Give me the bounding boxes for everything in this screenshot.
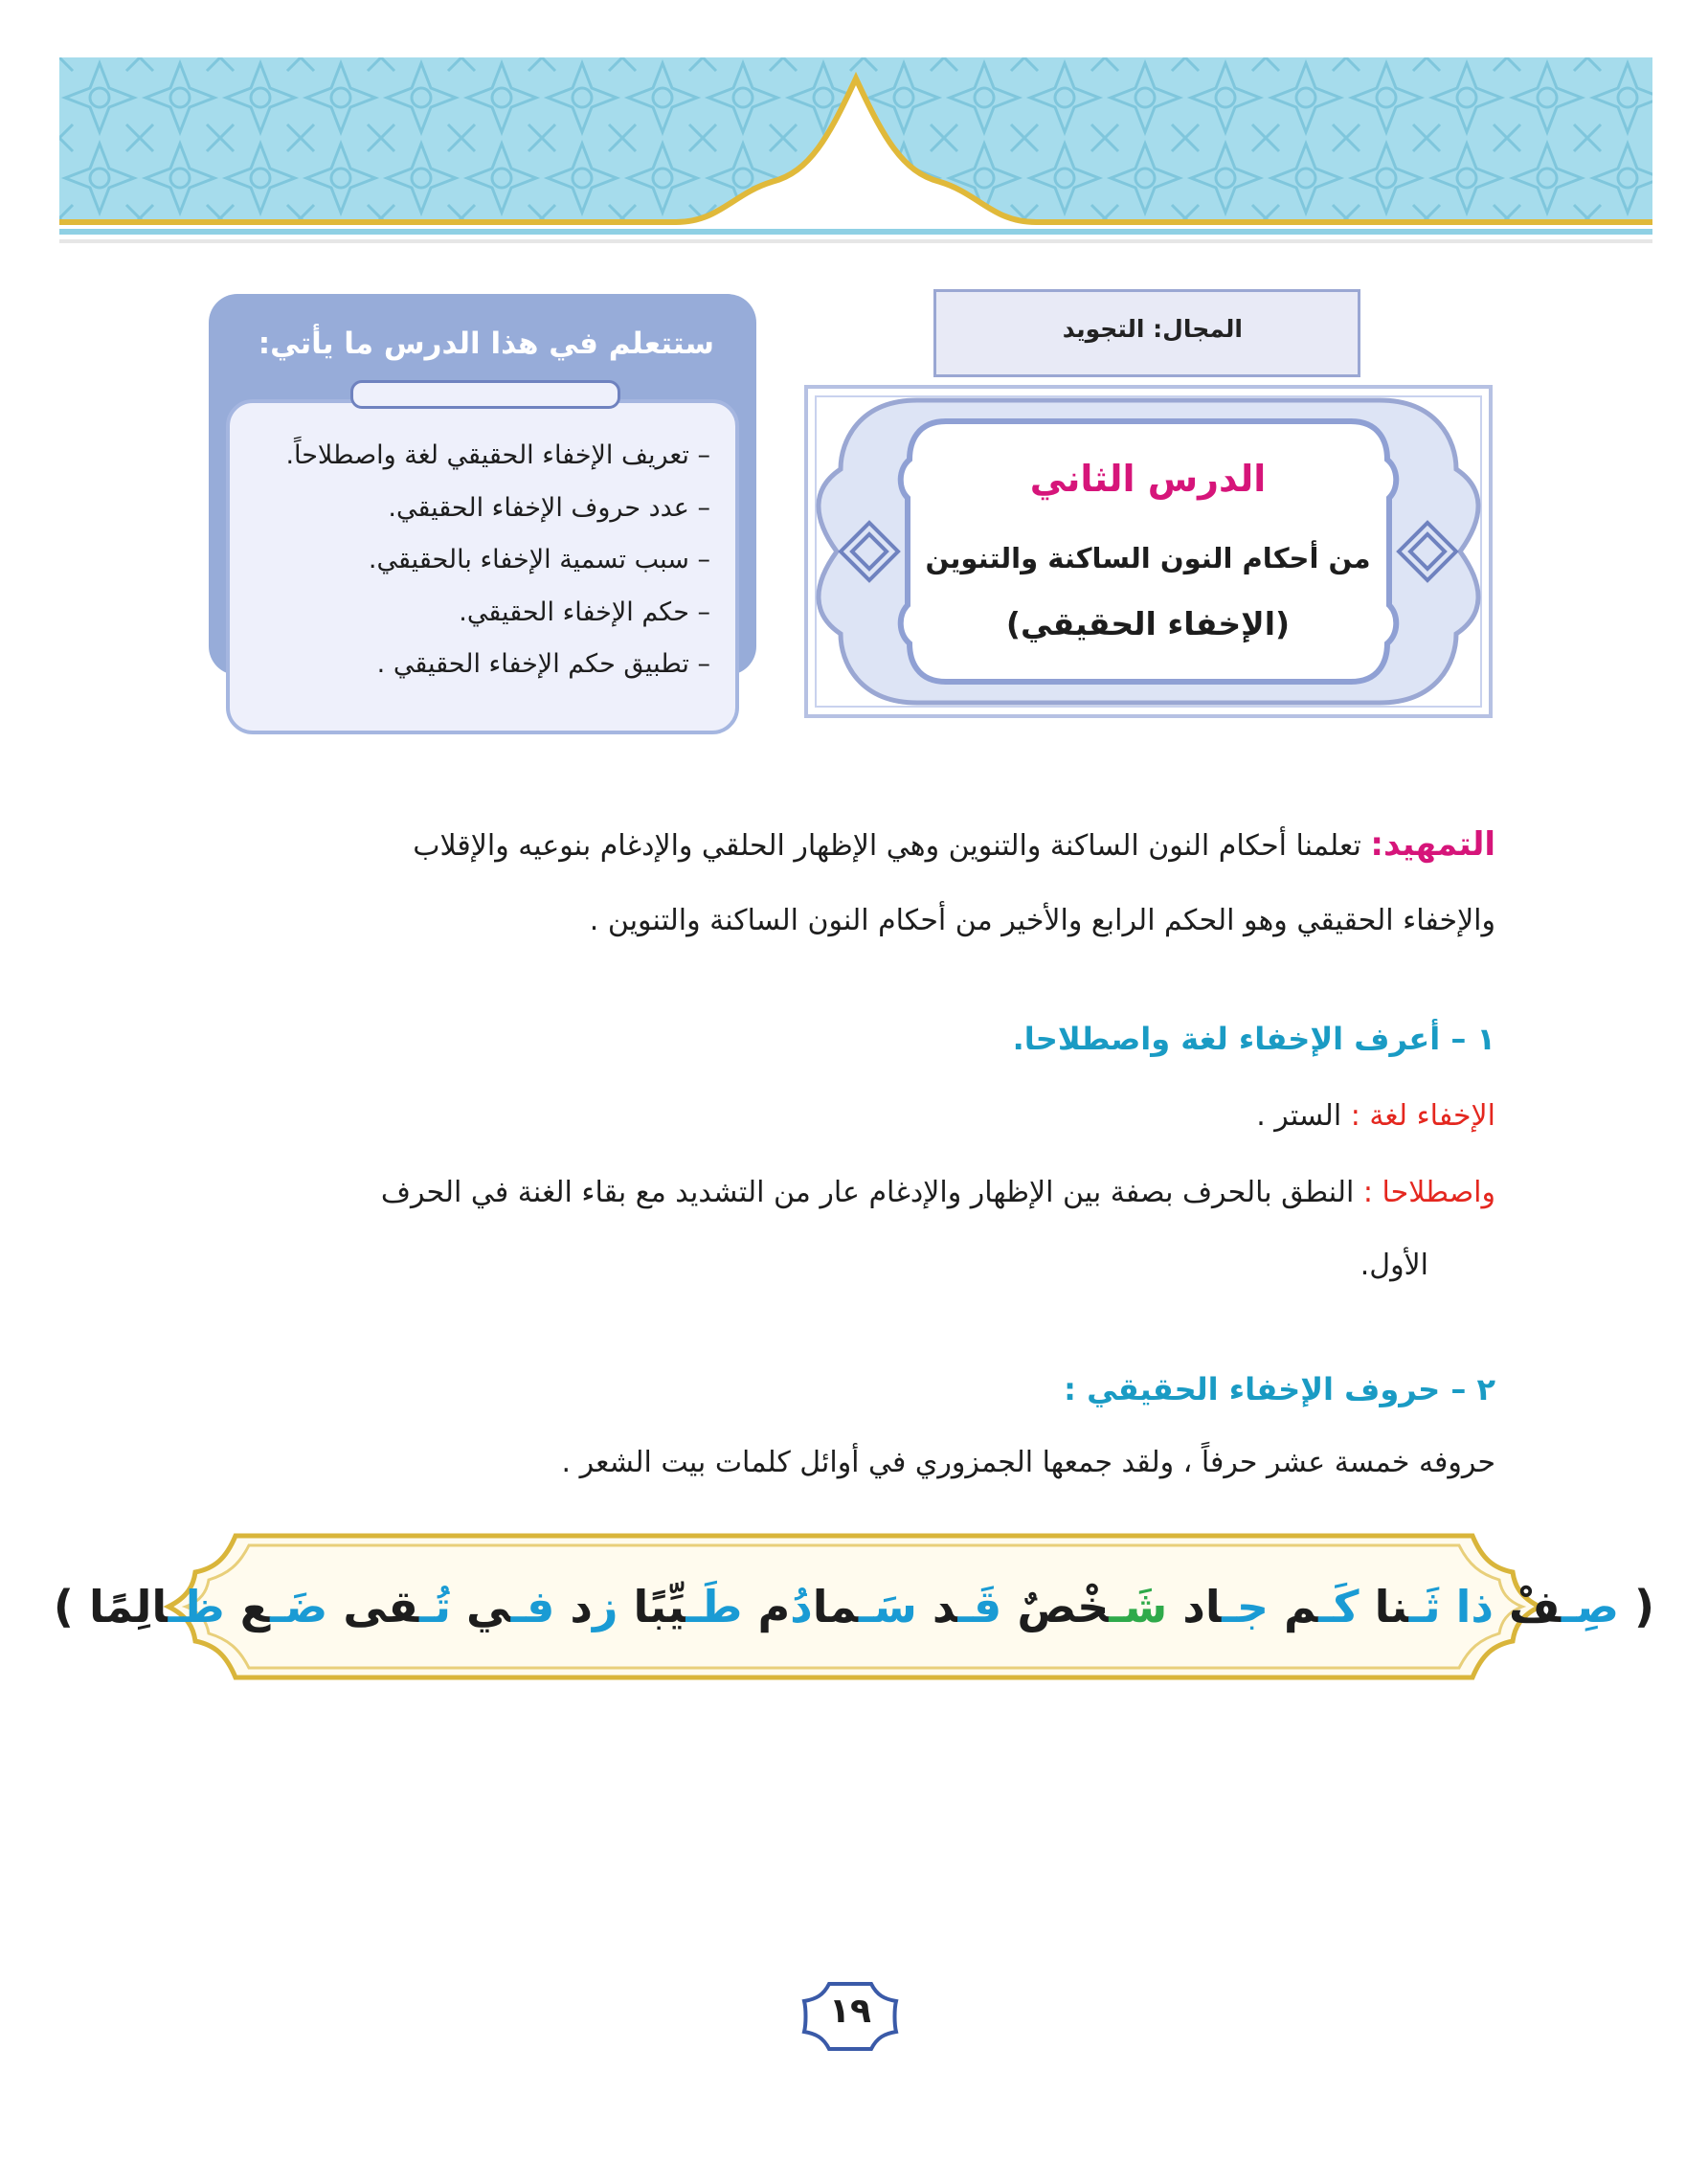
verse-letter-rest: نا	[1374, 1581, 1409, 1632]
verse-letter-hl: ذا	[1455, 1581, 1494, 1632]
definition-technical	[381, 1176, 1495, 1209]
objectives-heading: ستتعلم في هذا الدرس ما يأتي:	[258, 326, 714, 361]
page-number: ١٩	[829, 1992, 871, 2031]
verse-letter-hl: ظـ	[168, 1581, 225, 1632]
verse-word	[1284, 1581, 1360, 1632]
objective-item: – تعريف الإخفاء الحقيقي لغة واصطلاحاً.	[285, 440, 710, 470]
verse-letter-rest: د	[570, 1581, 594, 1632]
verse-letter-hl: شَـ	[1109, 1581, 1168, 1632]
section-2-heading: ٢ – حروف الإخفاء الحقيقي :	[1064, 1371, 1495, 1407]
verse-word	[466, 1581, 554, 1632]
verse-letter-hl: دُ	[790, 1581, 813, 1632]
definition-technical-line-2: الأول.	[1360, 1249, 1428, 1282]
objective-item: – سبب تسمية الإخفاء بالحقيقي.	[368, 545, 710, 574]
objectives-list	[285, 430, 710, 691]
verse-word	[570, 1581, 618, 1632]
verse-word	[757, 1581, 812, 1632]
intro-line-1	[413, 825, 1495, 864]
lesson-name: (الإخفاء الحقيقي)	[1005, 605, 1291, 642]
verse-word	[813, 1581, 917, 1632]
section-2-text: حروفه خمسة عشر حرفاً ، ولقد جمعها الجمزوري في أوائل كلمات بيت الشعر .	[561, 1446, 1495, 1479]
definition-language-text: الستر .	[1256, 1099, 1342, 1133]
intro-line-2: والإخفاء الحقيقي وهو الحكم الرابع والأخير من أحكام النون الساكنة والتنوين .	[589, 904, 1495, 937]
verse-letter-hl: جـ	[1222, 1581, 1269, 1632]
intro-text-1: تعلمنا أحكام النون الساكنة والتنوين وهي الإظهار الحلقي والإدغام بنوعيه والإقلاب	[413, 829, 1361, 863]
domain-label-box	[933, 289, 1360, 377]
intro-label: التمهيد:	[1370, 825, 1495, 864]
verse-letter-rest: الِمًا	[88, 1581, 169, 1632]
verse-letter-rest: قى	[343, 1581, 419, 1632]
objective-item: – حكم الإخفاء الحقيقي.	[459, 597, 710, 627]
verse-letter-rest: م	[757, 1581, 791, 1632]
verse-letter-hl: صِـ	[1561, 1581, 1620, 1632]
verse-letter-rest: يِّبًا	[633, 1581, 686, 1632]
definition-technical-text: النطق بالحرف بصفة بين الإظهار والإدغام عار من التشديد مع بقاء الغنة في الحرف	[380, 1176, 1355, 1209]
verse-letter-rest: ع	[239, 1581, 271, 1632]
verse-letter-hl: فـ	[510, 1581, 555, 1632]
section-1-heading: ١ – أعرف الإخفاء لغة واصطلاحا.	[1012, 1021, 1495, 1057]
verse-word	[634, 1581, 743, 1632]
verse-letter-hl: تُـ	[419, 1581, 451, 1632]
verse-letter-hl: سَـ	[858, 1581, 917, 1632]
verse-line	[53, 1530, 1655, 1683]
verse-letter-hl: ثَـ	[1408, 1581, 1441, 1632]
lesson-subtitle: من أحكام النون الساكنة والتنوين	[925, 542, 1371, 574]
verse-letter-hl: ز	[593, 1581, 618, 1632]
verse-letter-rest: فْ	[1509, 1581, 1562, 1632]
verse-word	[1456, 1581, 1494, 1632]
verse-letter-hl: قَـ	[957, 1581, 1002, 1632]
term-technical: واصطلاحا :	[1362, 1176, 1495, 1209]
objective-item: – عدد حروف الإخفاء الحقيقي.	[388, 492, 710, 523]
verse-word	[343, 1581, 451, 1632]
verse-letter-rest: ما	[812, 1581, 859, 1632]
verse-letter-rest: د	[932, 1581, 958, 1632]
verse-word	[240, 1581, 328, 1632]
verse-open-paren: (	[1634, 1581, 1655, 1632]
objectives-box	[209, 294, 756, 679]
verse-letter-rest: م	[1284, 1581, 1319, 1632]
verse-word	[1017, 1581, 1167, 1632]
verse-letter-hl: ضَـ	[270, 1581, 328, 1632]
verse-word	[1182, 1581, 1269, 1632]
domain-label: المجال: التجويد	[1062, 315, 1243, 343]
verse-close-paren: )	[53, 1581, 74, 1632]
verse-word	[89, 1581, 225, 1632]
verse-word	[1509, 1581, 1619, 1632]
objectives-panel	[226, 399, 739, 734]
verse-letter-rest: اد	[1182, 1581, 1223, 1632]
verse-letter-rest: خْصٌ	[1017, 1581, 1110, 1632]
lesson-title: الدرس الثاني	[1029, 458, 1267, 500]
verse-letter-hl: طَـ	[685, 1581, 743, 1632]
verse-word	[1375, 1581, 1441, 1632]
verse-letter-rest: ي	[466, 1581, 511, 1632]
definition-language	[1256, 1099, 1495, 1133]
verse-word	[933, 1581, 1001, 1632]
header-ornament-band	[59, 57, 1652, 245]
objective-item: – تطبيق حكم الإخفاء الحقيقي .	[376, 649, 710, 679]
objectives-tab-decoration	[350, 380, 620, 409]
verse-letter-hl: كَـ	[1318, 1581, 1360, 1632]
term-language: الإخفاء لغة :	[1350, 1099, 1495, 1133]
